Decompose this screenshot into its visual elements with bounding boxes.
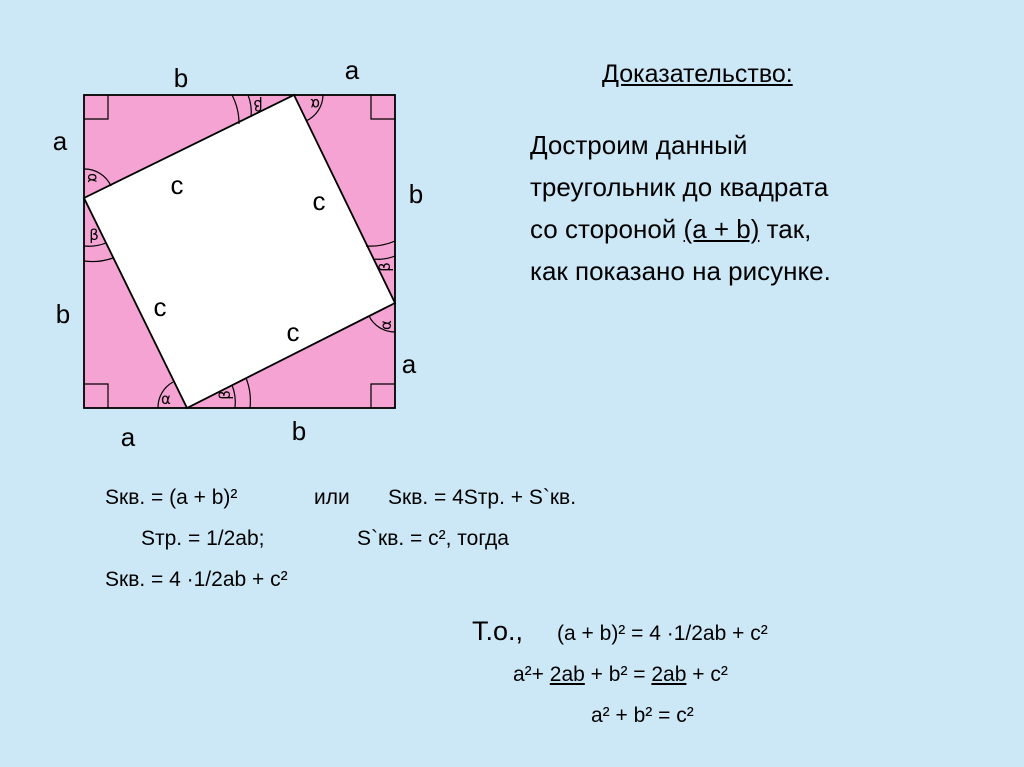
- proof-description: [530, 124, 831, 292]
- description-line-2: треугольник до квадрата: [530, 172, 829, 202]
- formula-area-sum: Sкв. = 4Sтр. + S`кв.: [388, 486, 577, 509]
- formula-or: или: [314, 486, 350, 509]
- side-label-top-a: a: [344, 55, 360, 85]
- hypotenuse-label-bottom-left: c: [153, 292, 167, 322]
- formula-area-substituted: Sкв. = 4 ·1/2ab + c²: [105, 568, 288, 591]
- alpha-label-left: α: [84, 173, 102, 183]
- formula-expansion: [513, 663, 728, 687]
- side-label-bottom-a: a: [120, 422, 136, 452]
- beta-label-right: β: [376, 262, 394, 272]
- formula-area-square: Sкв. = (a + b)²: [105, 486, 238, 509]
- description-line-4: как показано на рисунке.: [530, 256, 831, 286]
- formula-conclusion: [472, 616, 768, 647]
- cancelled-term-right: 2ab: [651, 663, 687, 686]
- description-line-3: [530, 208, 831, 250]
- description-line-3-post: так,: [759, 214, 812, 244]
- description-line-1: Достроим данный: [530, 130, 748, 160]
- hypotenuse-label-bottom-right: c: [286, 317, 300, 347]
- side-label-left-b: b: [55, 299, 71, 329]
- hypotenuse-label-top-left: c: [170, 170, 184, 200]
- formula-inner-square-area: S`кв. = c², тогда: [357, 527, 509, 550]
- description-line-3-pre: со стороной: [530, 214, 684, 244]
- alpha-label-top: α: [310, 95, 320, 113]
- side-label-bottom-b: b: [291, 416, 307, 446]
- expansion-mid: + b² =: [584, 663, 652, 686]
- side-label-left-a: a: [52, 126, 68, 156]
- formula-pythagorean-theorem: a² + b² = c²: [591, 704, 694, 727]
- side-expression: (a + b): [683, 214, 760, 244]
- expansion-pre: a²+: [513, 663, 550, 686]
- conclusion-label: Т.о.,: [472, 616, 524, 646]
- alpha-label-right: α: [377, 320, 395, 330]
- beta-label-left: β: [89, 226, 99, 244]
- cancelled-term-left: 2ab: [549, 663, 585, 686]
- hypotenuse-label-top-right: c: [312, 186, 326, 216]
- conclusion-expression: (a + b)² = 4 ·1/2ab + c²: [557, 622, 768, 645]
- proof-heading: Доказательство:: [602, 60, 793, 88]
- formula-triangle-area: Sтр. = 1/2ab;: [141, 527, 265, 550]
- side-label-right-a: a: [401, 349, 417, 379]
- expansion-post: + c²: [686, 663, 728, 686]
- beta-label-top: β: [253, 96, 263, 114]
- side-label-top-b: b: [173, 63, 189, 93]
- alpha-label-bottom: α: [161, 390, 171, 408]
- side-label-right-b: b: [408, 179, 424, 209]
- beta-label-bottom: β: [216, 390, 234, 400]
